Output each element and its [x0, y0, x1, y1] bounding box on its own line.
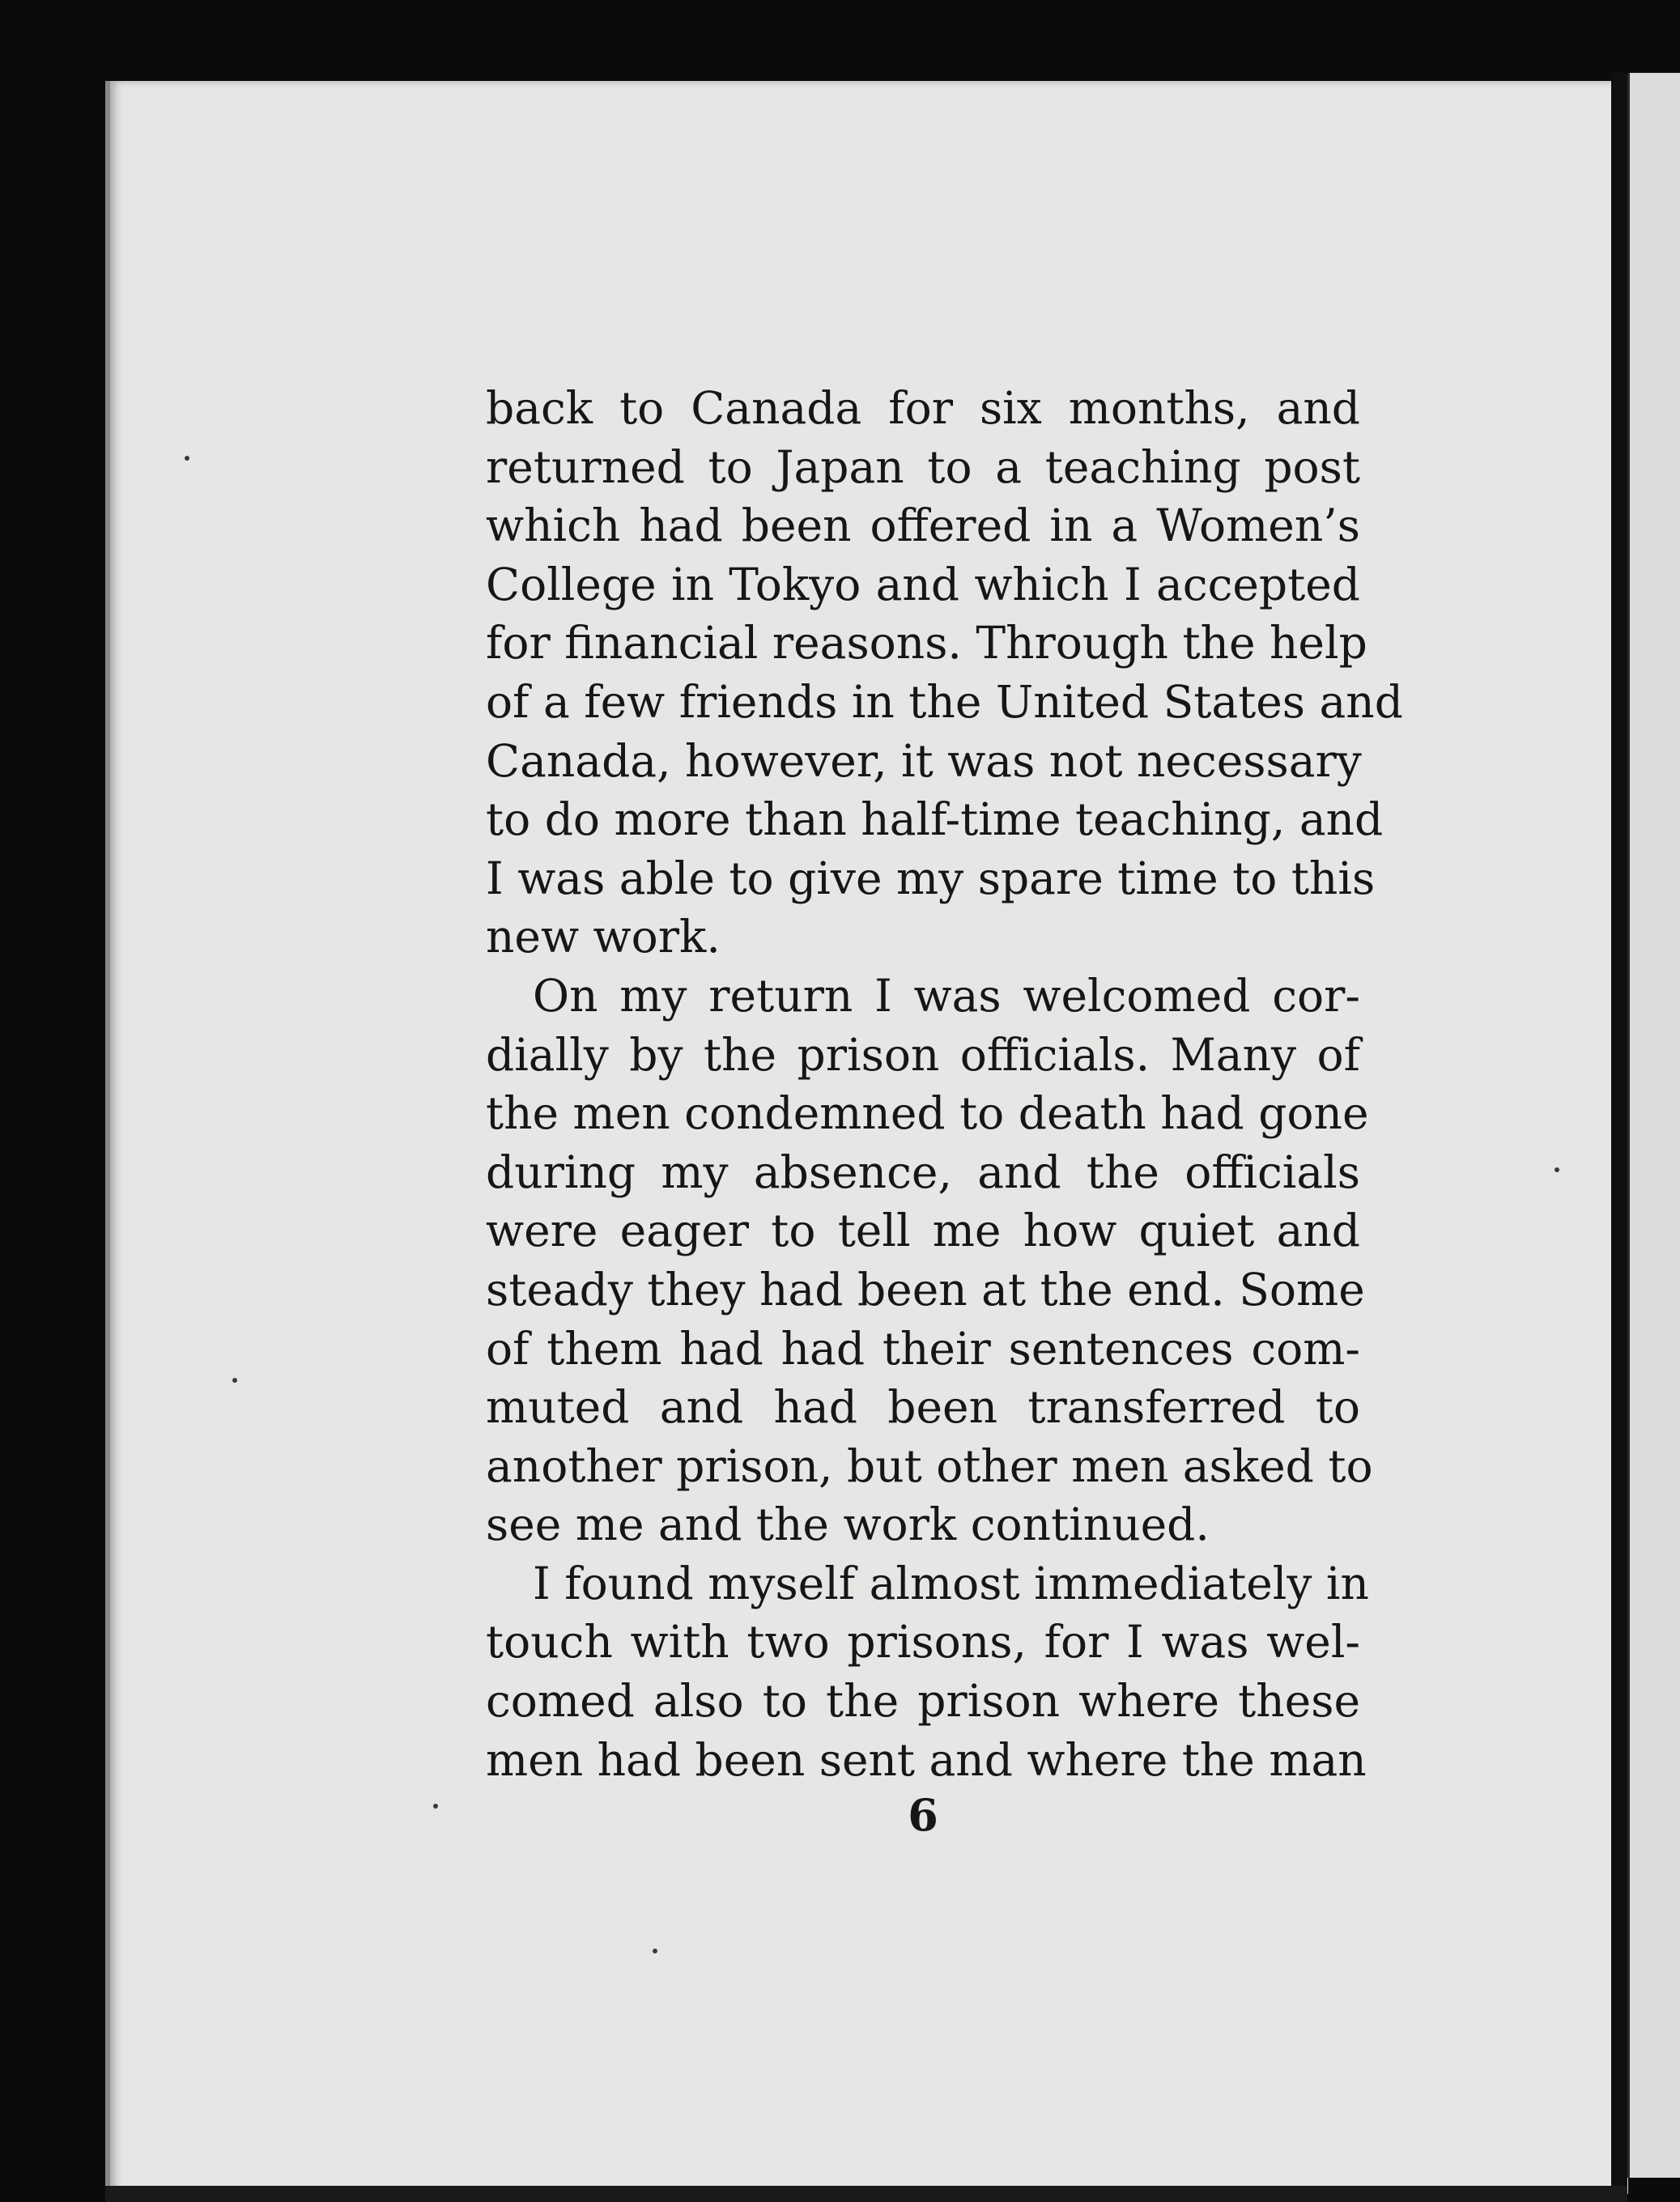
text-line: I found myself almost immediately in: [533, 1557, 1369, 1609]
page-gutter: [1611, 73, 1627, 2202]
scan-speck: [433, 1804, 438, 1809]
text-line: steady they had been at the end. Some: [486, 1263, 1365, 1316]
body-text: [486, 379, 1403, 1789]
text-line: men had been sent and where the man: [486, 1733, 1367, 1786]
text-line: another prison, but other men asked to: [486, 1439, 1373, 1492]
text-line: muted and had been transferred to: [486, 1381, 1360, 1434]
text-line: of them had had their sentences com-: [486, 1322, 1360, 1375]
text-line: dially by the prison officials. Many of: [486, 1028, 1360, 1081]
scan-speck: [653, 1949, 657, 1953]
text-line: of a few friends in the United States and: [486, 675, 1403, 728]
text-line: the men condemned to death had gone: [486, 1087, 1369, 1140]
page-number: 6: [908, 1789, 938, 1841]
text-line: back to Canada for six months, and: [486, 382, 1360, 434]
text-line: returned to Japan to a teaching post: [486, 440, 1360, 493]
text-line: during my absence, and the officials: [486, 1146, 1360, 1198]
scan-speck: [232, 1378, 237, 1383]
text-line: On my return I was welcomed cor-: [533, 969, 1360, 1022]
bottom-shadow: [105, 2186, 1627, 2202]
text-line: for financial reasons. Through the help: [486, 617, 1367, 670]
text-line: were eager to tell me how quiet and: [486, 1205, 1360, 1257]
scan-speck: [1555, 1167, 1559, 1172]
text-line: to do more than half-time teaching, and: [486, 793, 1384, 846]
text-line: new work.: [486, 911, 721, 963]
adjacent-page-edge: [1627, 73, 1680, 2178]
text-line: I was able to give my spare time to this: [486, 852, 1376, 904]
text-line: College in Tokyo and which I accepted: [486, 558, 1360, 610]
text-line: comed also to the prison where these: [486, 1675, 1360, 1728]
text-line: which had been offered in a Women’s: [486, 499, 1360, 552]
text-line: see me and the work continued.: [486, 1498, 1210, 1551]
scan-speck: [185, 456, 189, 461]
text-line: touch with two prisons, for I was wel-: [486, 1616, 1360, 1669]
text-line: Canada, however, it was not necessary: [486, 734, 1362, 787]
